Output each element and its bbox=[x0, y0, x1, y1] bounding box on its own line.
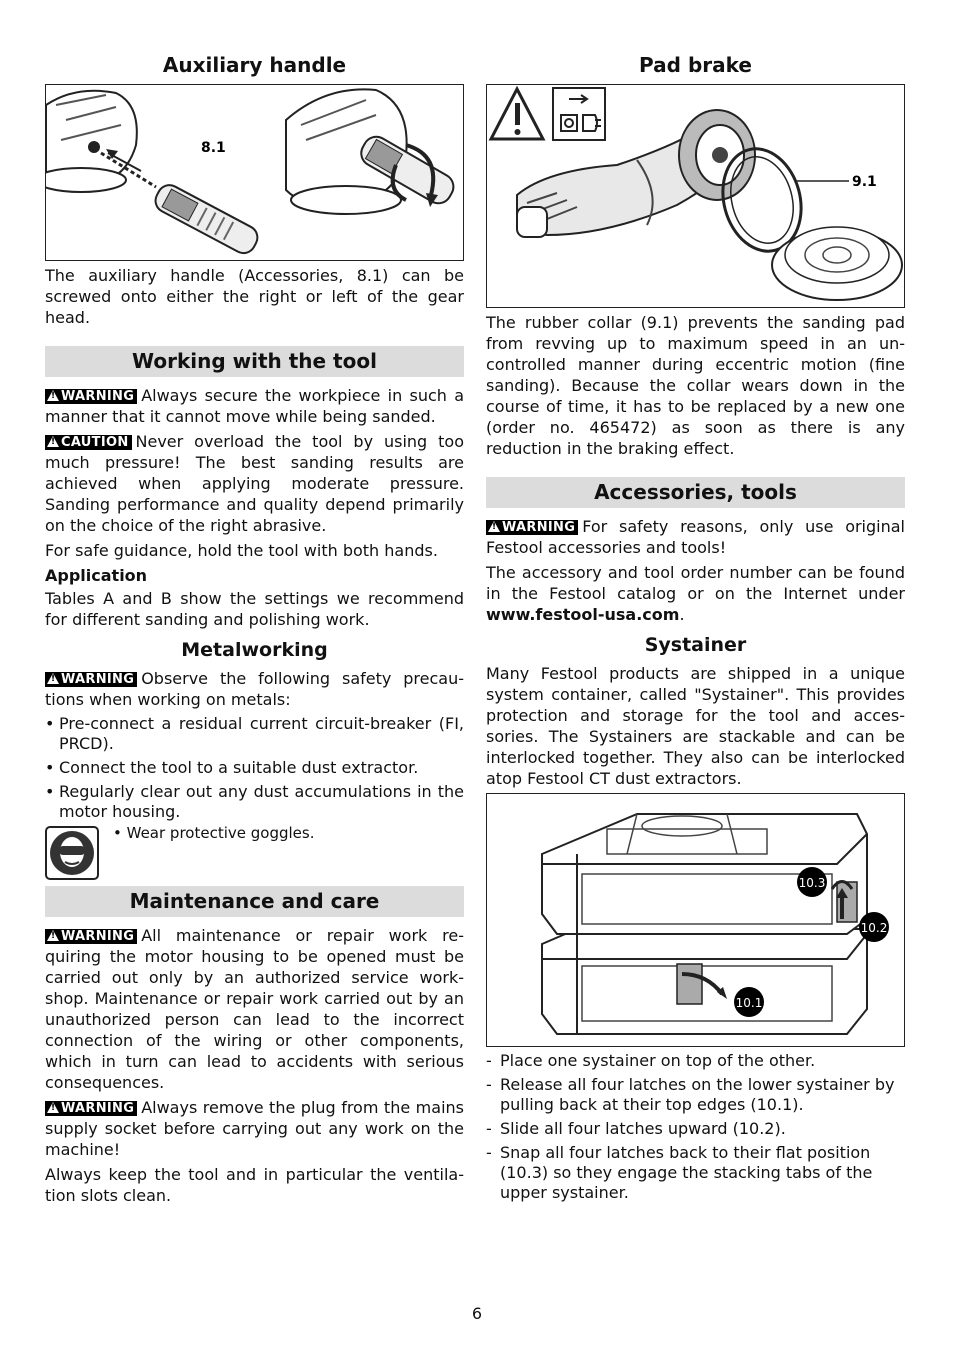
pad-brake-title: Pad brake bbox=[639, 53, 752, 77]
list-item: - Slide all four latches upward (10.2). bbox=[486, 1119, 786, 1138]
sys-label-10-3: 10.3 bbox=[798, 876, 826, 890]
warning-tag: ! WARNING bbox=[45, 929, 137, 944]
metal-warning-para bbox=[45, 668, 464, 710]
pad-brake-text: The rubber collar (9.1) prevents the sanding pad from revving up to maximum speed in an un-controlled manner during eccentric motion (fine sanding). Because the collar wears down in the course of time, it has to be replaced by a new one (order no. 465472) as soon as there is any reduction in the braking effect. bbox=[486, 313, 905, 458]
right-column bbox=[486, 50, 905, 1207]
list-item: • Regularly clear out any dust accumulations in the motor housing. bbox=[45, 782, 464, 821]
systainer-title: Systainer bbox=[644, 634, 747, 656]
aux-handle-figure bbox=[45, 84, 464, 261]
systainer-illustration bbox=[487, 794, 904, 1046]
warning-tag: ! WARNING bbox=[45, 672, 137, 687]
goggles-icon bbox=[45, 826, 99, 880]
systainer-figure bbox=[486, 793, 905, 1047]
list-item: • Pre-connect a residual current circuit-breaker (FI, PRCD). bbox=[45, 714, 464, 753]
application-title: Application bbox=[45, 566, 148, 585]
aux-handle-title: Auxiliary handle bbox=[162, 53, 347, 77]
aux-fig-label: 8.1 bbox=[201, 140, 226, 156]
metalworking-title: Metalworking bbox=[181, 639, 328, 661]
maintenance-title: Maintenance and care bbox=[45, 886, 464, 917]
working-title: Working with the tool bbox=[45, 346, 464, 377]
sys-label-10-1: 10.1 bbox=[735, 996, 763, 1010]
list-item: - Place one systainer on top of the other. bbox=[486, 1051, 816, 1070]
work-caution-text: Never overload the tool by using too much pressure! The best sanding results are achieved when applying moderate pressure. Sanding performance and quality depend primarily on the choice of the right abrasive. bbox=[45, 432, 464, 535]
warning-tag: ! WARNING bbox=[486, 520, 578, 535]
goggles-text: • Wear protective goggles. bbox=[113, 824, 315, 842]
systainer-steps bbox=[486, 1051, 905, 1203]
work-warning-text: Always secure the workpiece in such a manner that it cannot move while being sanded. bbox=[45, 386, 464, 426]
work-caution-para bbox=[45, 431, 464, 536]
acc-info-para: The accessory and tool order number can be found in the Festool catalog or on the Internet under www.festool-usa.com. bbox=[486, 563, 905, 624]
acc-text: The accessory and tool order number can be found in the Festool catalog or on the Internet under bbox=[486, 563, 905, 603]
list-item: - Snap all four latches back to their flat position (10.3) so they engage the stacking tabs of the upper systainer. bbox=[486, 1143, 873, 1202]
maint-warning2-para bbox=[45, 1097, 464, 1160]
aux-handle-illustration bbox=[46, 85, 463, 260]
warning-tag: ! WARNING bbox=[45, 389, 137, 404]
maint-warning2-text: Always remove the plug from the mains supply socket before carrying out any work on the machine! bbox=[45, 1098, 464, 1159]
left-column bbox=[45, 50, 464, 1210]
list-item: • Connect the tool to a suitable dust extractor. bbox=[45, 758, 419, 777]
application-text: Tables A and B show the settings we recommend for different sanding and polishing work. bbox=[45, 589, 464, 629]
warning-tag: ! WARNING bbox=[45, 1101, 137, 1116]
acc-warning-text: For safety reasons, only use original Festool accessories and tools! bbox=[486, 517, 905, 557]
metal-bullet-list bbox=[45, 714, 464, 822]
aux-handle-text: The auxiliary handle (Accessories, 8.1) can be screwed onto either the right or left of the gear head. bbox=[45, 266, 464, 327]
work-guidance-text: For safe guidance, hold the tool with both hands. bbox=[45, 541, 438, 560]
festool-url-link[interactable]: www.festool-usa.com bbox=[486, 605, 680, 624]
goggles-row bbox=[45, 826, 464, 882]
caution-tag: ! CAUTION bbox=[45, 435, 132, 450]
list-item: - Release all four latches on the lower systainer by pulling back at their top edges (10.1). bbox=[486, 1075, 895, 1114]
accessories-title: Accessories, tools bbox=[486, 477, 905, 508]
systainer-text: Many Festool products are shipped in a unique system container, called "Systainer". This provides protection and storage for the tool and acces-sories. The Systainers are stackable and can be interlocked together. They also can be interlocked atop Festool CT dust extractors. bbox=[486, 664, 905, 788]
maint-clean-text: Always keep the tool and in particular the ventila-tion slots clean. bbox=[45, 1165, 464, 1205]
maint-warning1-para bbox=[45, 925, 464, 1093]
pad-fig-label: 9.1 bbox=[852, 174, 877, 190]
work-warning-para bbox=[45, 385, 464, 427]
pad-brake-illustration bbox=[487, 85, 904, 307]
sys-label-10-2: 10.2 bbox=[860, 921, 888, 935]
maint-warning1-text: All maintenance or repair work re-quiring the motor housing to be opened must be carried out only by an authorized service work-shop. Maintenance or repair work carried out by an unauthorized person can lead to the incorrect connection of the wiring or other components, which in turn can lead to accidents with serious consequences. bbox=[45, 926, 464, 1092]
page-number: 6 bbox=[471, 1304, 483, 1323]
acc-warning-para bbox=[486, 516, 905, 558]
metal-warning-text: Observe the following safety precau-tions when working on metals: bbox=[45, 669, 464, 709]
pad-brake-figure bbox=[486, 84, 905, 308]
